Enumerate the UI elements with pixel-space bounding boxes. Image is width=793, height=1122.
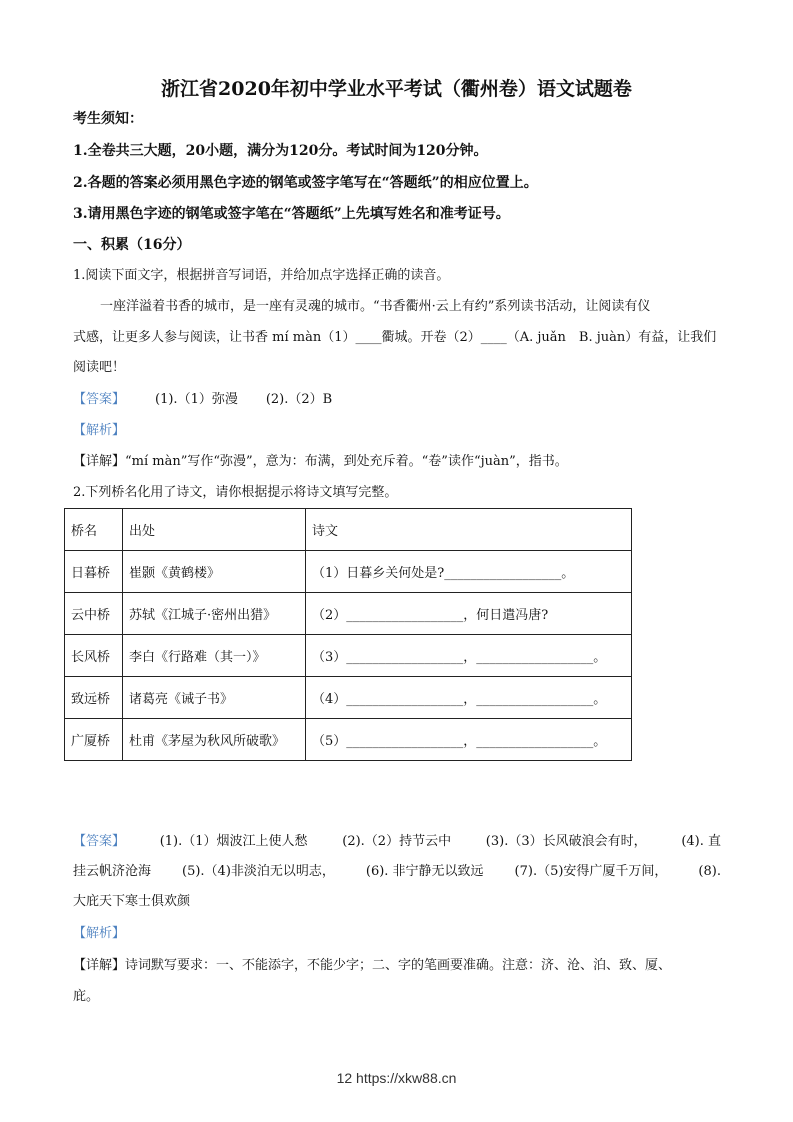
- answer-item: (3).（3）长风破浪会有时，: [485, 834, 647, 849]
- analysis-label: 【解析】: [73, 926, 126, 941]
- section-heading: 一、积累（16分）: [73, 237, 191, 253]
- answer-item: (5).（4)非淡泊无以明志，: [182, 864, 335, 879]
- answer-label: 【答案】: [73, 392, 126, 407]
- cell: 日暮桥: [65, 551, 123, 593]
- cell: 致远桥: [65, 677, 123, 719]
- notice-item: 3.请用黑色字迹的钢笔或签字笔在“答题纸”上先填写姓名和准考证号。: [73, 206, 510, 222]
- cell: （4）__________________，__________________。: [306, 677, 632, 719]
- cell: 苏轼《江城子·密州出猎》: [123, 593, 306, 635]
- cell: 李白《行路难（其一）》: [123, 635, 306, 677]
- cell: 长风桥: [65, 635, 123, 677]
- detail-text: 【详解】诗词默写要求：一、不能添字，不能少字；二、字的笔画要准确。注意：济、沧、泊、致、厦、: [73, 958, 672, 973]
- table-row: [65, 551, 632, 593]
- answer-item: (2).（2）持节云中: [342, 834, 452, 849]
- poem-table: [64, 508, 632, 761]
- notice-item: 2.各题的答案必须用黑色字迹的钢笔或签字笔写在“答题纸”的相应位置上。: [73, 175, 538, 191]
- cell: （3）__________________，__________________。: [306, 635, 632, 677]
- cell: 崔颢《黄鹤楼》: [123, 551, 306, 593]
- answer-item: (1).（1）烟波江上使人愁: [159, 834, 308, 849]
- cell: （5）__________________，__________________。: [306, 719, 632, 761]
- table-row: [65, 719, 632, 761]
- answer-item: (1).（1）弥漫: [155, 392, 238, 407]
- detail-text: 庇。: [73, 989, 100, 1004]
- question-prompt: 2.下列桥名化用了诗文，请你根据提示将诗文填写完整。: [73, 485, 398, 500]
- page-footer: 12 https://xkw88.cn: [336, 1070, 457, 1086]
- answer-line: 大庇天下寒士俱欢颜: [73, 894, 191, 909]
- passage-line: 一座洋溢着书香的城市，是一座有灵魂的城市。“书香衢州·云上有约”系列读书活动，让阅读有仪: [100, 299, 651, 314]
- answer-item: (7).（5)安得广厦千万间，: [514, 864, 668, 879]
- cell: （2）__________________，何日遣冯唐?: [306, 593, 632, 635]
- answer-line: [73, 833, 721, 851]
- table-header-row: [65, 509, 632, 551]
- passage-line: 式感，让更多人参与阅读，让书香 mí màn（1）____衢城。开卷（2）____（A. juǎn B. juàn）有益，让我们: [73, 330, 717, 345]
- table-row: [65, 677, 632, 719]
- table-row: [65, 635, 632, 677]
- page-title: 浙江省2020年初中学业水平考试（衢州卷）语文试题卷: [161, 78, 632, 100]
- notice-item: 1.全卷共三大题，20小题，满分为120分。考试时间为120分钟。: [73, 143, 488, 159]
- detail-text: 【详解】“mí màn”写作“弥漫”，意为：布满，到处充斥着。“卷”读作“juàn”，指书。: [73, 454, 568, 469]
- cell: 广厦桥: [65, 719, 123, 761]
- analysis-label: 【解析】: [73, 423, 126, 438]
- answer-label: 【答案】: [73, 834, 126, 849]
- header-cell: 出处: [123, 509, 306, 551]
- answer-item: (6). 非宁静无以致远: [365, 864, 484, 879]
- question-prompt: 1.阅读下面文字，根据拼音写词语，并给加点字选择正确的读音。: [73, 268, 450, 283]
- cell: 杜甫《茅屋为秋风所破歌》: [123, 719, 306, 761]
- table-row: [65, 593, 632, 635]
- answer-item: (2).（2）B: [265, 392, 333, 407]
- passage-line: 阅读吧！: [73, 360, 126, 375]
- cell: （1）日暮乡关何处是?__________________。: [306, 551, 632, 593]
- cell: 诸葛亮《诫子书》: [123, 677, 306, 719]
- answer-line: [73, 863, 721, 881]
- cell: 云中桥: [65, 593, 123, 635]
- header-cell: 诗文: [306, 509, 632, 551]
- header-cell: 桥名: [65, 509, 123, 551]
- answer-item: 挂云帆济沧海: [73, 864, 152, 879]
- answer-item: (4). 直: [681, 834, 721, 849]
- notice-heading: 考生须知：: [73, 111, 143, 127]
- answer-item: (8).: [698, 864, 721, 879]
